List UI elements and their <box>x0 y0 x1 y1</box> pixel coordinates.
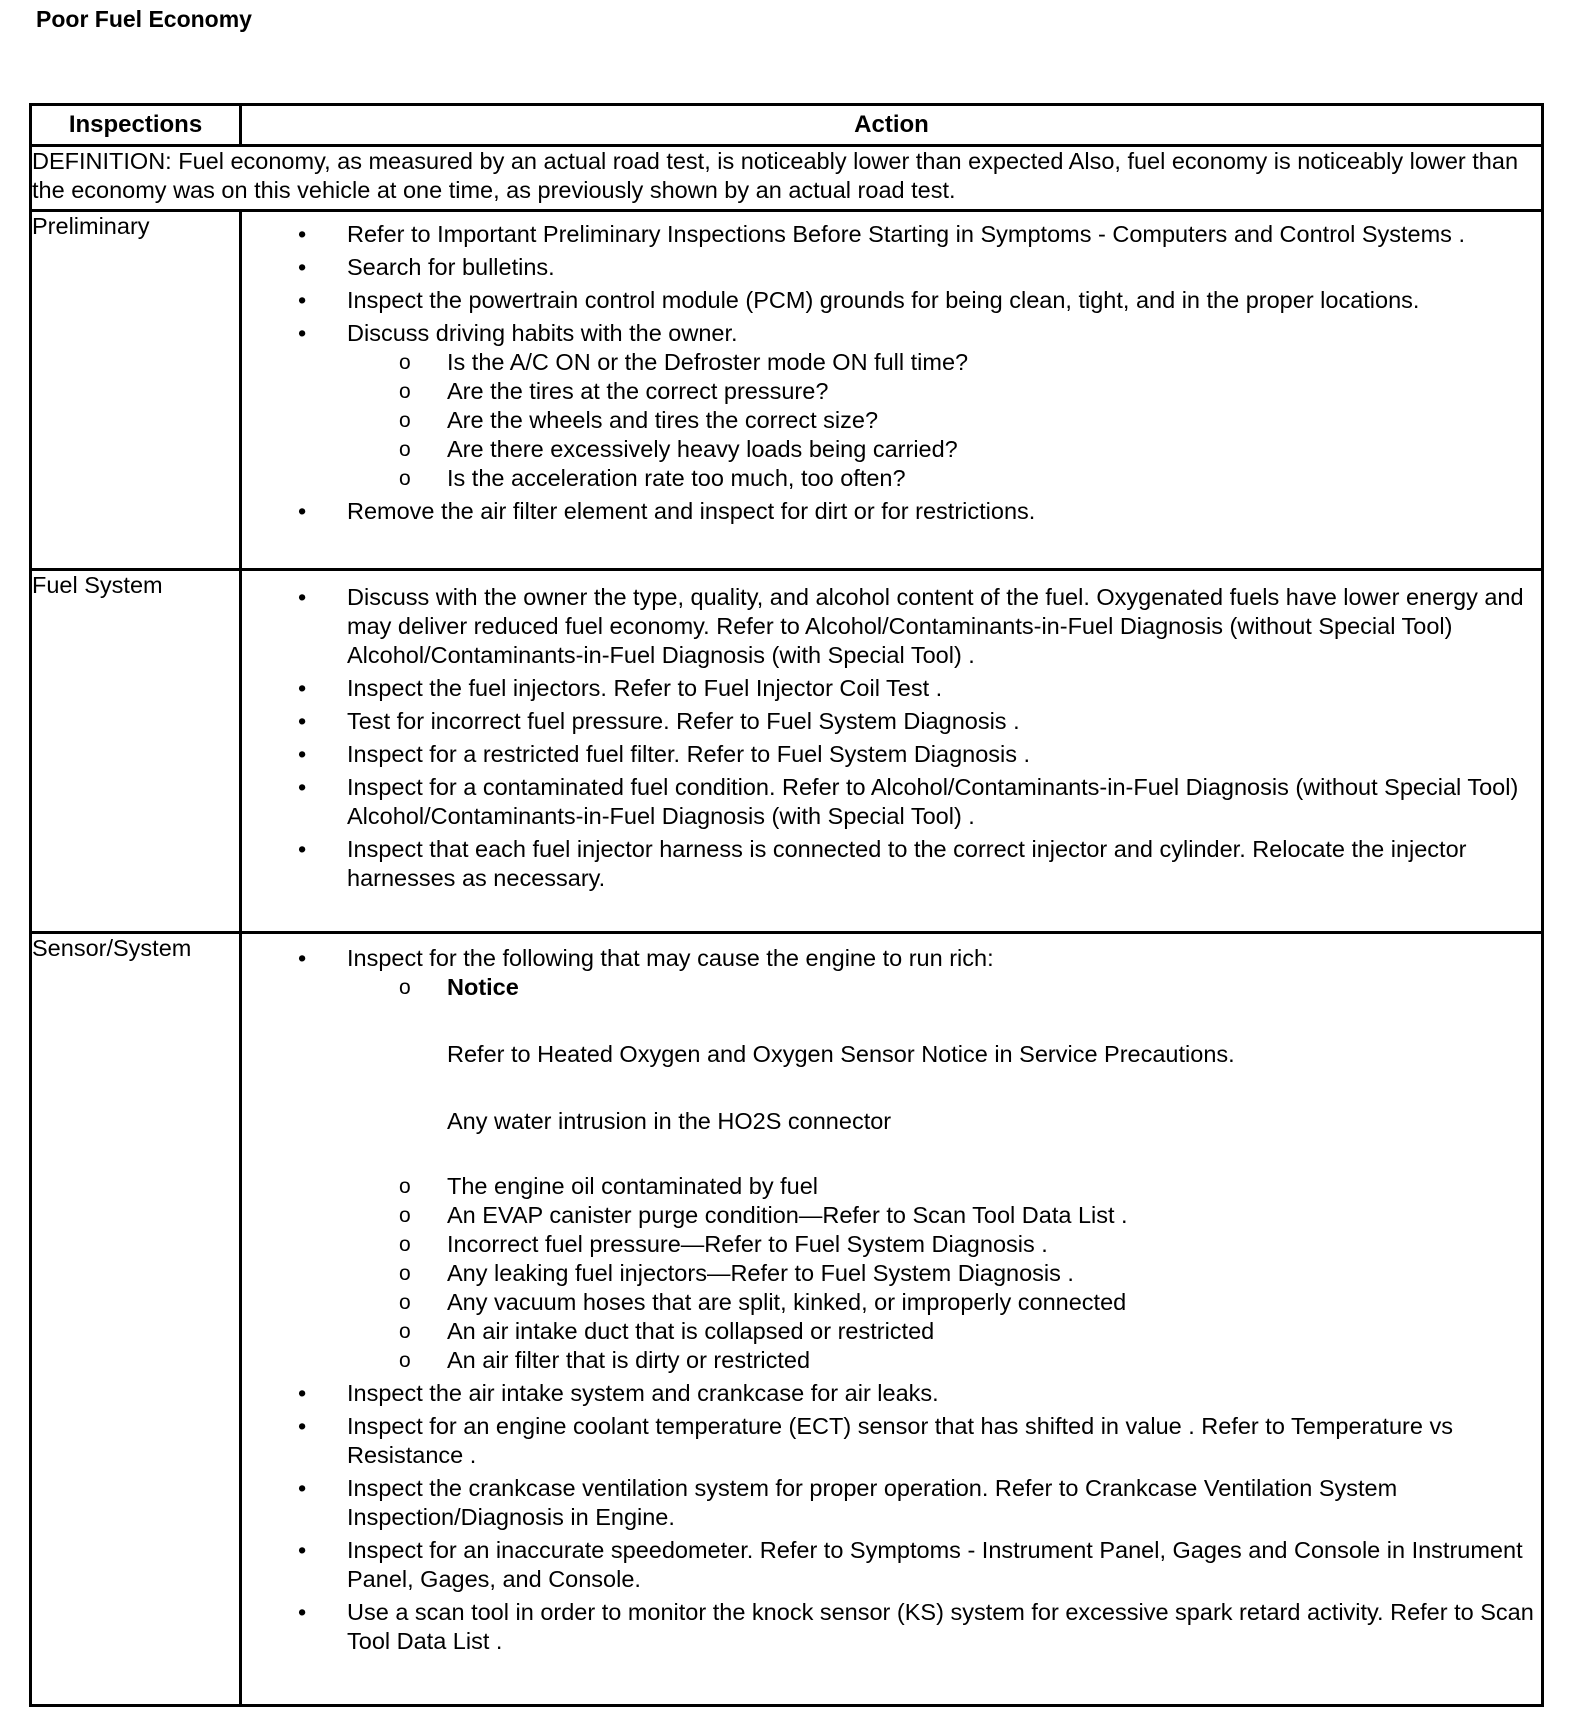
sub-list-item: o An EVAP canister purge condition—Refer to Scan Tool Data List . <box>399 1202 1128 1228</box>
list-item: • Inspect that each fuel injector harness is connected to the correct injector and cylinder. Relocate the injector harnesses as necessary. <box>298 836 1467 891</box>
definition-row <box>31 146 1543 211</box>
circle-bullet-icon: o <box>399 1291 411 1314</box>
circle-bullet-icon: o <box>399 380 411 403</box>
sub-list-item: o Are there excessively heavy loads being carried? <box>399 436 958 462</box>
sub-list-item: o An air filter that is dirty or restricted <box>399 1347 811 1373</box>
circle-bullet-icon: o <box>399 467 411 490</box>
bullet-icon: • <box>298 254 307 280</box>
bullet-icon: • <box>298 708 307 734</box>
bullet-icon: • <box>298 584 307 610</box>
list-item: • Search for bulletins. <box>298 254 555 280</box>
bullet-icon: • <box>298 1475 307 1501</box>
sub-list-item: o The engine oil contaminated by fuel <box>399 1173 819 1199</box>
list-item: • Discuss driving habits with the owner. o Is the A/C ON or the Defroster mode ON full time? o Are the tires at the correct pressure? o Are the wheels and tires the correct size? o Are there excessively heavy loads being carried? o Is the acceleration rate too much, too often? <box>242 319 1535 493</box>
list-item: • Refer to Important Preliminary Inspections Before Starting in Symptoms - Computers and Control Systems . <box>298 221 1465 247</box>
bullet-icon: • <box>298 1537 307 1563</box>
bullet-icon: • <box>298 498 307 524</box>
row-actions-preliminary <box>241 211 1543 570</box>
list-item: • Inspect for a restricted fuel filter. Refer to Fuel System Diagnosis . <box>298 741 1031 767</box>
list-item: • Inspect for an inaccurate speedometer. Refer to Symptoms - Instrument Panel, Gages and Console in Instrument Panel, Gages, and Console. <box>298 1537 1523 1592</box>
list-item: • Inspect the fuel injectors. Refer to Fuel Injector Coil Test . <box>298 675 943 701</box>
list-item: • Test for incorrect fuel pressure. Refer to Fuel System Diagnosis . <box>298 708 1020 734</box>
list-item: • Remove the air filter element and inspect for dirt or for restrictions. <box>298 498 1036 524</box>
bullet-icon: • <box>298 287 307 313</box>
table-row-sensor-system <box>31 933 1543 1706</box>
sub-list-item: o Any leaking fuel injectors—Refer to Fuel System Diagnosis . <box>399 1260 1074 1286</box>
row-label-preliminary: Preliminary <box>31 211 241 570</box>
list-item: • Inspect the crankcase ventilation system for proper operation. Refer to Crankcase Ventilation System Inspection/Diagnosis in Engine. <box>298 1475 1398 1530</box>
list-item: • Inspect the air intake system and crankcase for air leaks. <box>298 1380 939 1406</box>
table-header-row <box>31 105 1543 146</box>
row-actions-fuel-system <box>241 570 1543 933</box>
definition-text: DEFINITION: Fuel economy, as measured by an actual road test, is noticeably lower than expected Also, fuel economy is noticeably lower than the economy was on this vehicle at one time, as previously shown by an actual road test. <box>31 146 1543 211</box>
sub-list-item: o Incorrect fuel pressure—Refer to Fuel System Diagnosis . <box>399 1231 1048 1257</box>
list-item: • Inspect for the following that may cause the engine to run rich: o Notice Refer to Heated Oxygen and Oxygen Sensor Notice in Service Precautions. Any water intrusion in the HO2S connector o The engine oil contaminated by fuel o An EVAP canister purge condition—Refer to Scan Tool Data List . o Incorrect fuel pressure—Refer to Fuel System Diagnosis . o Any leaking fuel injectors—Refer to Fuel System Diagnosis . o Any vacuum hoses that are split, kinked, or improperly connected o An air intake duct that is collapsed or restricted o An air filter that is dirty or restricted <box>242 944 1535 1375</box>
row-actions-sensor-system <box>241 933 1543 1706</box>
circle-bullet-icon: o <box>399 1204 411 1227</box>
row-label-sensor-system: Sensor/System <box>31 933 241 1706</box>
table-row-fuel-system <box>31 570 1543 933</box>
circle-bullet-icon: o <box>399 1262 411 1285</box>
list-item: • Inspect for an engine coolant temperature (ECT) sensor that has shifted in value . Refer to Temperature vs Resistance . <box>298 1413 1453 1468</box>
circle-bullet-icon: o <box>399 409 411 432</box>
bullet-icon: • <box>298 320 307 346</box>
bullet-icon: • <box>298 221 307 247</box>
list-item: • Inspect for a contaminated fuel condition. Refer to Alcohol/Contaminants-in-Fuel Diagnosis (without Special Tool) Alcohol/Contaminants-in-Fuel Diagnosis (with Special Tool) . <box>298 774 1519 829</box>
sub-list-item: o An air intake duct that is collapsed or restricted <box>399 1318 935 1344</box>
notice-text: Refer to Heated Oxygen and Oxygen Sensor Notice in Service Precautions. <box>447 1041 1235 1067</box>
page-title: Poor Fuel Economy <box>36 6 252 32</box>
sub-list-item: o Any vacuum hoses that are split, kinked, or improperly connected <box>399 1289 1127 1315</box>
circle-bullet-icon: o <box>399 1320 411 1343</box>
bullet-icon: • <box>298 1413 307 1439</box>
sub-list-item: o Is the acceleration rate too much, too often? <box>399 465 906 491</box>
sub-list-item: o Are the wheels and tires the correct size? <box>399 407 879 433</box>
column-header-action: Action <box>241 105 1543 146</box>
bullet-icon: • <box>298 774 307 800</box>
notice-extra: Any water intrusion in the HO2S connector <box>447 1108 892 1134</box>
diagnostic-table <box>29 103 1544 1707</box>
bullet-icon: • <box>298 1599 307 1625</box>
circle-bullet-icon: o <box>399 1233 411 1256</box>
bullet-icon: • <box>298 675 307 701</box>
circle-bullet-icon: o <box>399 351 411 374</box>
table-row-preliminary <box>31 211 1543 570</box>
column-header-inspections: Inspections <box>31 105 241 146</box>
bullet-icon: • <box>298 1380 307 1406</box>
sub-list-item: o Is the A/C ON or the Defroster mode ON full time? <box>399 349 969 375</box>
bullet-icon: • <box>298 836 307 862</box>
bullet-icon: • <box>298 945 307 971</box>
row-label-fuel-system: Fuel System <box>31 570 241 933</box>
notice-title: Notice <box>447 974 519 1000</box>
list-item: • Inspect the powertrain control module (PCM) grounds for being clean, tight, and in the proper locations. <box>298 287 1420 313</box>
circle-bullet-icon: o <box>399 1349 411 1372</box>
sub-list-item-notice <box>347 973 1535 1172</box>
list-item: • Use a scan tool in order to monitor the knock sensor (KS) system for excessive spark retard activity. Refer to Scan Tool Data List . <box>298 1599 1534 1654</box>
sub-list-item: o Are the tires at the correct pressure? <box>399 378 829 404</box>
circle-bullet-icon: o <box>399 438 411 461</box>
circle-bullet-icon: o <box>399 976 411 999</box>
list-item: • Discuss with the owner the type, quality, and alcohol content of the fuel. Oxygenated fuels have lower energy and may deliver reduced fuel economy. Refer to Alcohol/Contaminants-in-Fuel Diagnosis (without Special Tool) Alcohol/Contaminants-in-Fuel Diagnosis (with Special Tool) . <box>298 584 1524 668</box>
bullet-icon: • <box>298 741 307 767</box>
circle-bullet-icon: o <box>399 1175 411 1198</box>
